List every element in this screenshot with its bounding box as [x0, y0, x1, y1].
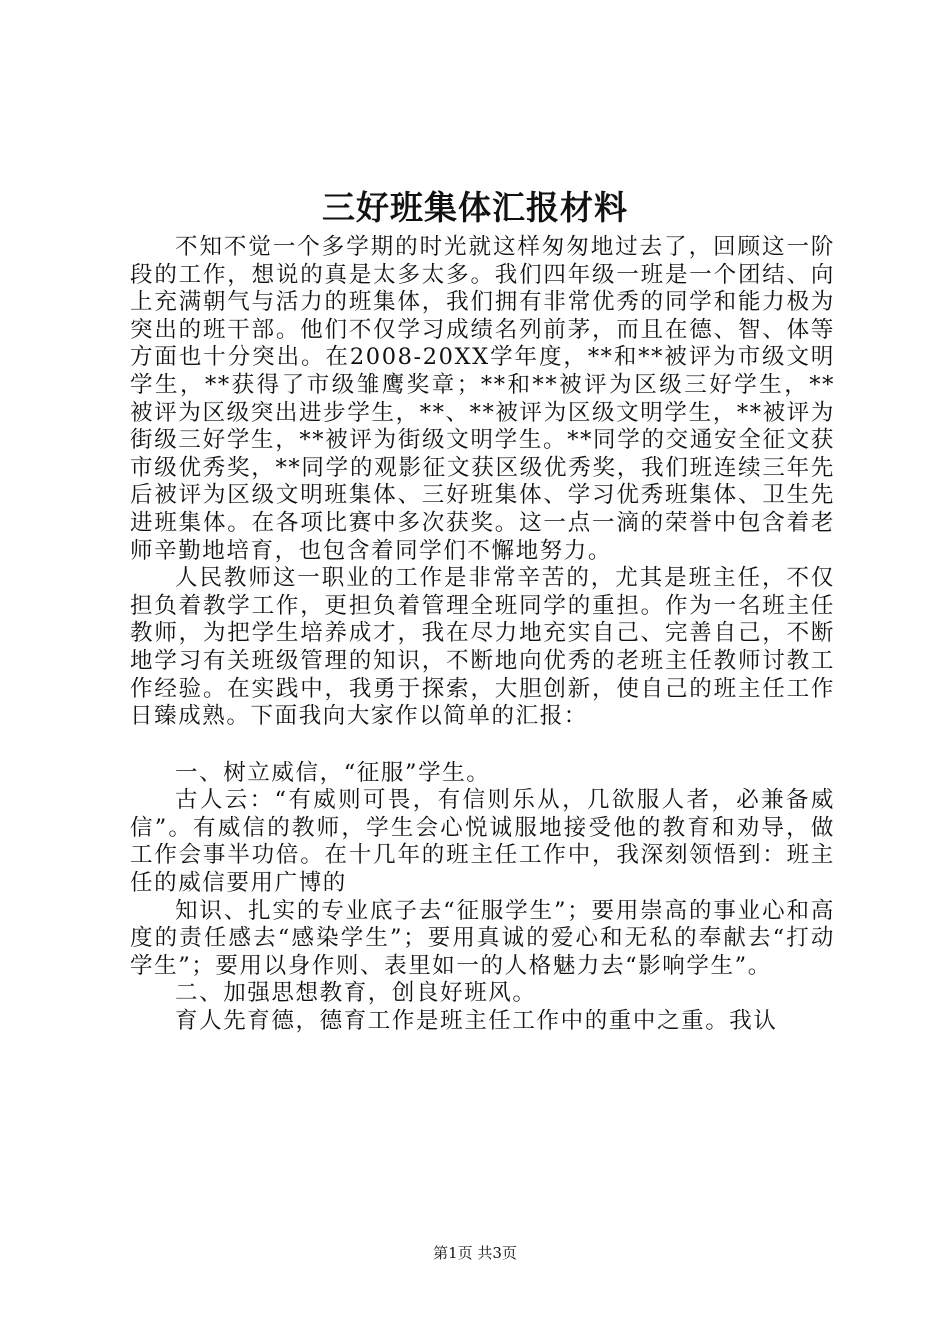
paragraph-moral-education: 育人先育德，德育工作是班主任工作中的重中之重。我认	[175, 1008, 778, 1035]
paragraph-prestige: 古人云：“有威则可畏，有信则乐从，几欲服人者，必兼备威信”。有威信的教师，学生会心悦诚服地接受他的教育和劝导，做工作会事半功倍。在十几年的班主任工作中，我深刻领悟到：班主任的威信要用广博的	[130, 787, 835, 897]
section-heading-1: 一、树立威信，“征服”学生。	[175, 759, 491, 786]
paragraph-intro: 不知不觉一个多学期的时光就这样匆匆地过去了，回顾这一阶段的工作，想说的真是太多太多。我们四年级一班是一个团结、向上充满朝气与活力的班集体，我们拥有非常优秀的同学和能力极为突出的班干部。他们不仅学习成绩名列前茅，而且在德、智、体等方面也十分突出。在2008-20XX学年度，**和**被评为市级文明学生，**获得了市级雏鹰奖章；**和**被评为区级三好学生，**被评为区级突出进步学生，**、**被评为区级文明学生，**被评为街级三好学生，**被评为街级文明学生。**同学的交通安全征文获市级优秀奖，**同学的观影征文获区级优秀奖，我们班连续三年先后被评为区级文明班集体、三好班集体、学习优秀班集体、卫生先进班集体。在各项比赛中多次获奖。这一点一滴的荣誉中包含着老师辛勤地培育，也包含着同学们不懈地努力。	[130, 234, 835, 564]
document-title: 三好班集体汇报材料	[322, 188, 628, 227]
paragraph-prestige-continued: 知识、扎实的专业底子去“征服学生”；要用崇高的事业心和高度的责任感去“感染学生”；要用真诚的爱心和无私的奉献去“打动学生”；要用以身作则、表里如一的人格魅力去“影响学生”。	[130, 897, 835, 979]
paragraph-teacher-work: 人民教师这一职业的工作是非常辛苦的，尤其是班主任，不仅担负着教学工作，更担负着管理全班同学的重担。作为一名班主任教师，为把学生培养成才，我在尽力地充实自己、完善自己，不断地学习有关班级管理的知识，不断地向优秀的老班主任教师讨教工作经验。在实践中，我勇于探索，大胆创新，使自己的班主任工作日臻成熟。下面我向大家作以简单的汇报：	[130, 565, 835, 730]
page-number-footer: 第1页 共3页	[433, 1244, 517, 1262]
document-body	[130, 234, 835, 1036]
section-heading-2: 二、加强思想教育，创良好班风。	[175, 980, 537, 1007]
